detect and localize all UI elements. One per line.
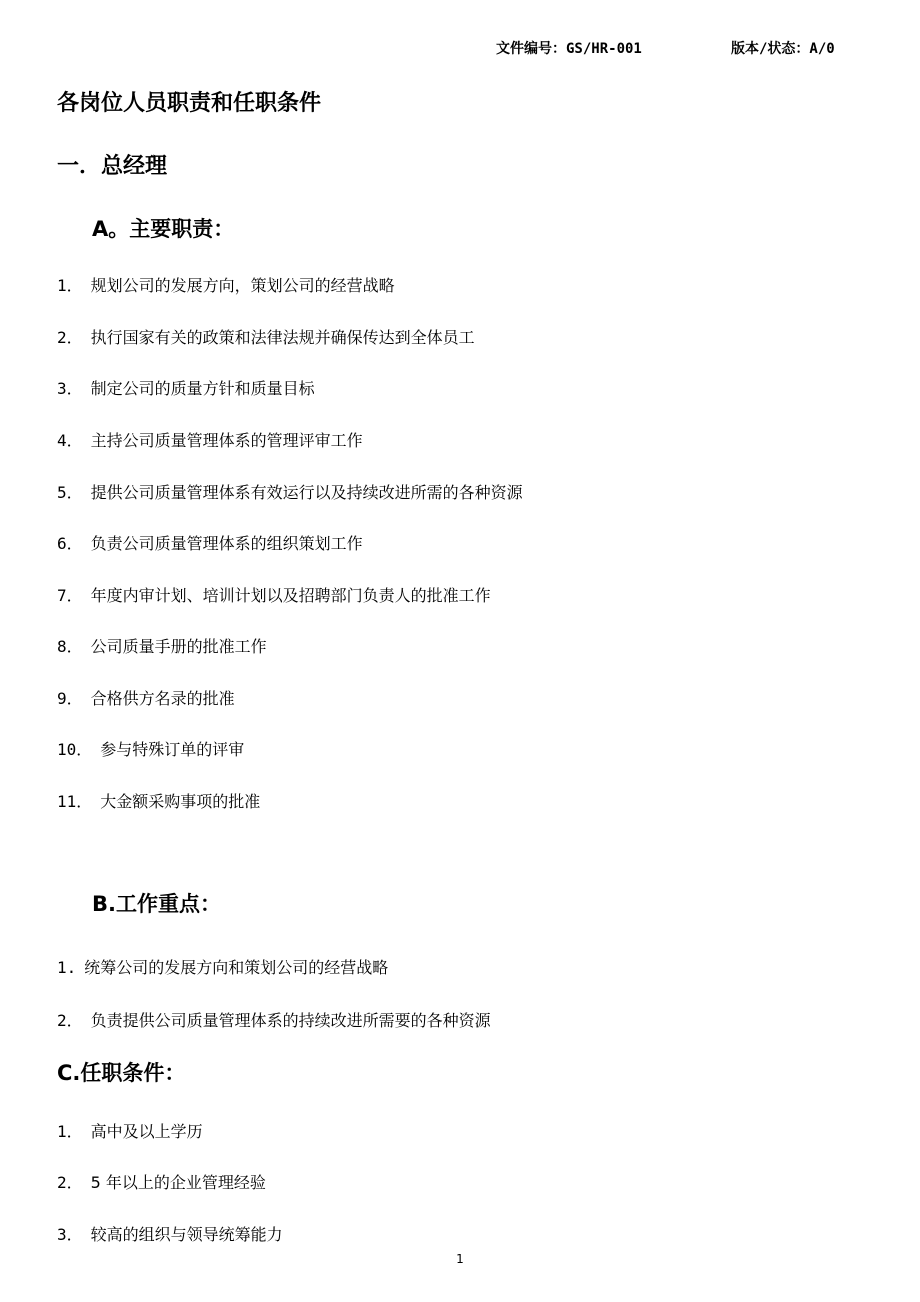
item-number: 1． xyxy=(57,276,83,295)
duty-item xyxy=(57,273,395,296)
duty-item xyxy=(57,634,267,657)
duty-item xyxy=(57,376,315,399)
focus-heading: B.工作重点： xyxy=(92,892,221,916)
requirement-item xyxy=(57,1222,283,1245)
item-number: 3． xyxy=(57,379,83,398)
item-text: 统筹公司的发展方向和策划公司的经营战略 xyxy=(84,958,389,977)
duty-item xyxy=(57,583,491,606)
item-number: 4． xyxy=(57,431,83,450)
item-number: 6． xyxy=(57,534,83,553)
item-text: 负责公司质量管理体系的组织策划工作 xyxy=(90,534,363,553)
item-number: 10． xyxy=(57,740,93,759)
doc-version: 版本/状态：A/0 xyxy=(731,41,835,57)
item-number: 9． xyxy=(57,689,83,708)
section-heading: 一．总经理 xyxy=(57,154,168,179)
duty-item xyxy=(57,480,523,503)
requirement-item xyxy=(57,1119,203,1142)
item-text: 高中及以上学历 xyxy=(90,1122,203,1141)
item-text: 大金额采购事项的批准 xyxy=(100,792,261,811)
item-text: 参与特殊订单的评审 xyxy=(100,740,245,759)
item-number: 1． xyxy=(57,1122,83,1141)
item-number: 5． xyxy=(57,483,83,502)
duty-item xyxy=(57,531,363,554)
requirements-heading: C.任职条件： xyxy=(57,1061,186,1085)
item-text: 规划公司的发展方向，策划公司的经营战略 xyxy=(90,276,395,295)
focus-item xyxy=(57,1008,491,1031)
page-number: 1 xyxy=(456,1252,464,1266)
item-number: 2． xyxy=(57,1173,83,1192)
item-text: 主持公司质量管理体系的管理评审工作 xyxy=(90,431,363,450)
duty-item xyxy=(57,737,244,760)
item-text: 制定公司的质量方针和质量目标 xyxy=(90,379,315,398)
focus-item xyxy=(57,955,388,978)
item-number: 3． xyxy=(57,1225,83,1244)
item-text: 负责提供公司质量管理体系的持续改进所需要的各种资源 xyxy=(90,1011,491,1030)
item-text: 较高的组织与领导统筹能力 xyxy=(90,1225,283,1244)
item-number: 11． xyxy=(57,792,93,811)
item-number: 1. xyxy=(57,958,77,977)
duty-item xyxy=(57,325,475,348)
duty-item xyxy=(57,428,363,451)
duty-item xyxy=(57,789,260,812)
item-number: 8． xyxy=(57,637,83,656)
item-text: 年度内审计划、培训计划以及招聘部门负责人的批准工作 xyxy=(90,586,491,605)
duties-heading: A。主要职责： xyxy=(92,217,235,241)
item-number: 2． xyxy=(57,328,83,347)
item-number: 7． xyxy=(57,586,83,605)
item-text: 5 年以上的企业管理经验 xyxy=(90,1173,266,1192)
item-number: 2． xyxy=(57,1011,83,1030)
page-title: 各岗位人员职责和任职条件 xyxy=(57,91,322,116)
duty-item xyxy=(57,686,235,709)
item-text: 执行国家有关的政策和法律法规并确保传达到全体员工 xyxy=(90,328,475,347)
item-text: 合格供方名录的批准 xyxy=(90,689,235,708)
doc-number: 文件编号：GS/HR-001 xyxy=(496,41,642,57)
item-text: 公司质量手册的批准工作 xyxy=(90,637,267,656)
item-text: 提供公司质量管理体系有效运行以及持续改进所需的各种资源 xyxy=(90,483,523,502)
requirement-item xyxy=(57,1170,266,1193)
